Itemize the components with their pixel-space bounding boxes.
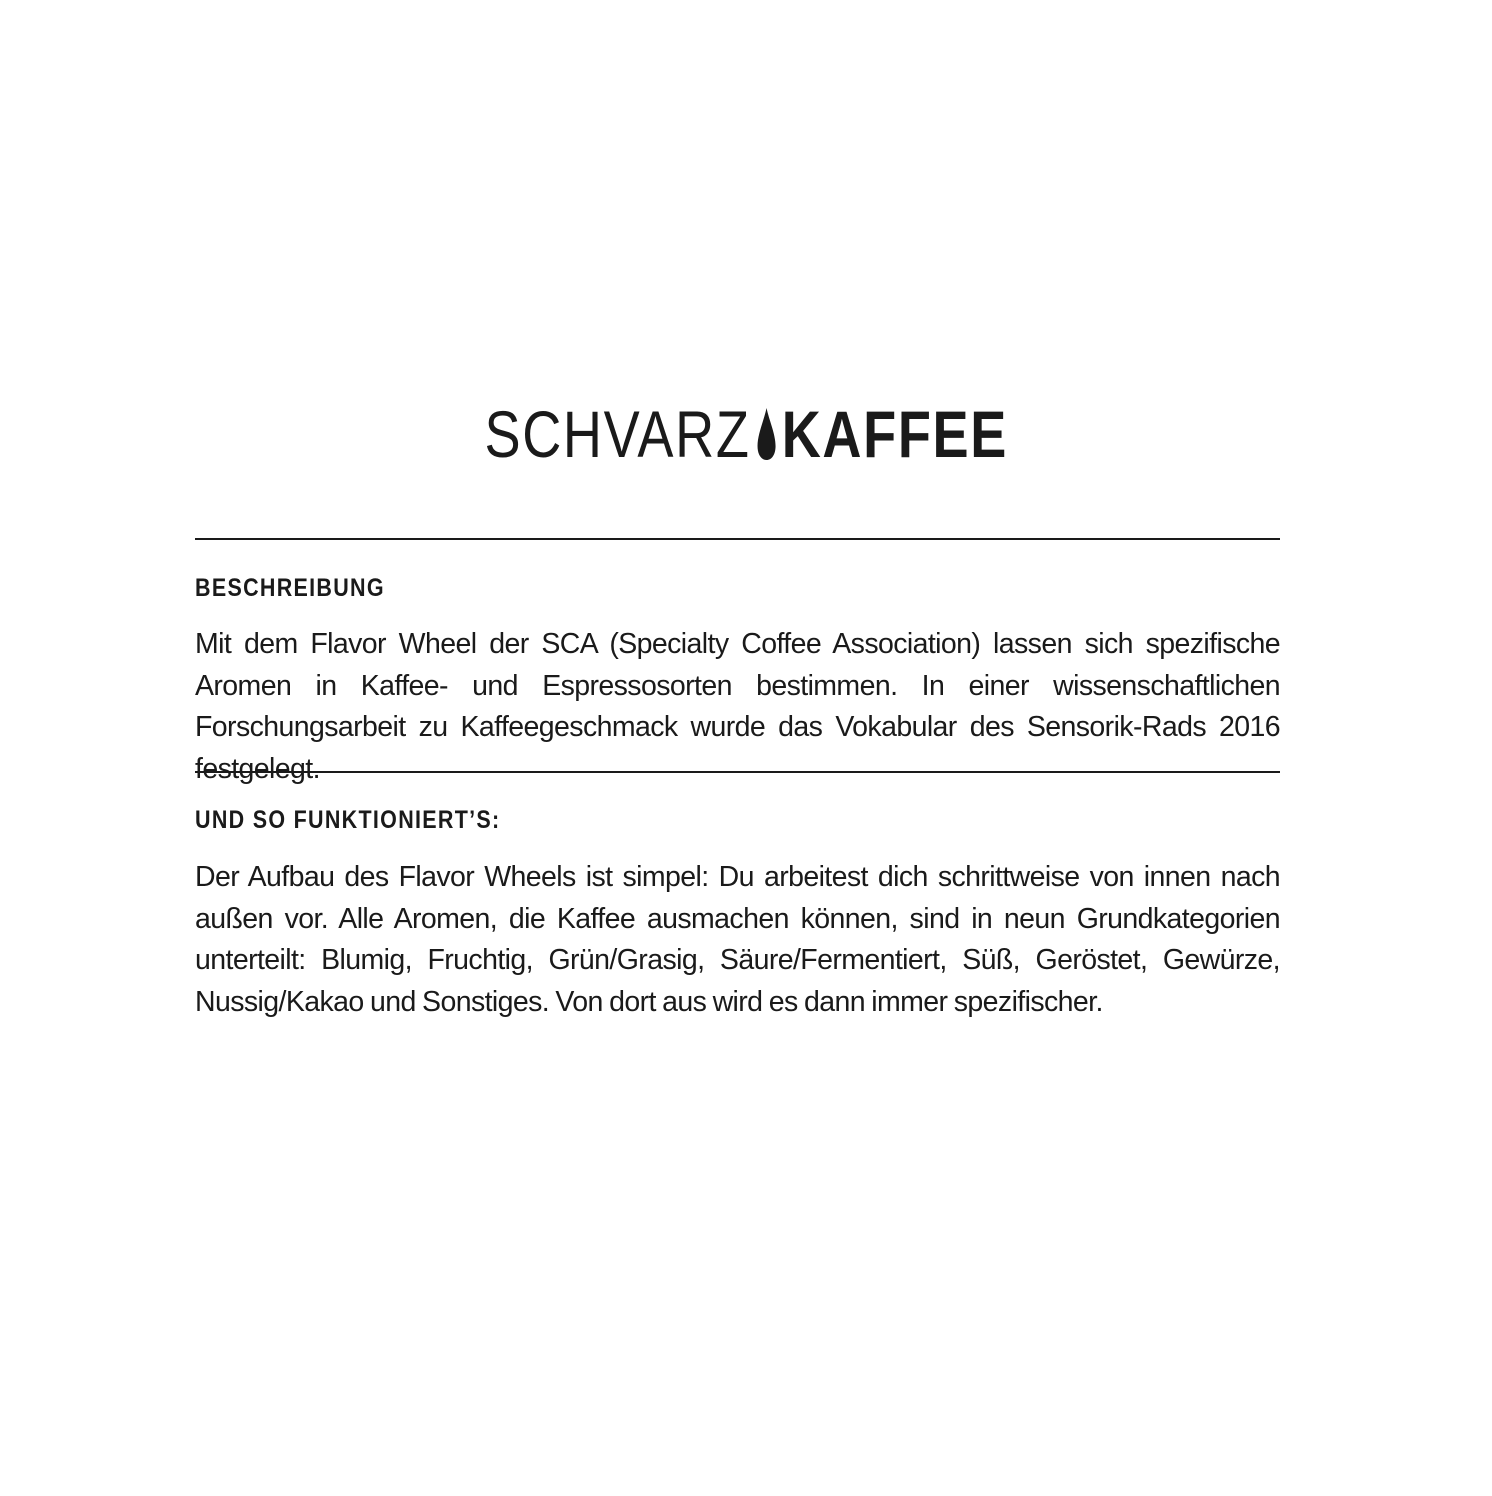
- section-body-beschreibung: Mit dem Flavor Wheel der SCA (Specialty Coffee Association) lassen sich spezifische Aromen in Kaffee- und Espressosorten bestimmen. In einer wissenschaftlichen Forschungsarbeit zu Kaffeegeschmack wurde das Vokabular des Sensorik-Rads 2016 festgelegt.: [195, 628, 1280, 785]
- section-body-funktioniert: Der Aufbau des Flavor Wheels ist simpel: Du arbeitest dich schrittweise von innen nach außen vor. Alle Aromen, die Kaffee ausmachen können, sind in neun Grundkategorien unterteilt: Blumig, Fruchtig, Grün/Grasig, Säure/Fermentiert, Süß, Geröstet, Gewürze, Nussig/Kakao und Sonstiges. Von dort aus wird es dann immer spezifischer.: [195, 861, 1280, 1018]
- brand-logo-wordmark: [484, 397, 1008, 471]
- divider-middle: [195, 771, 1280, 773]
- section-heading-funktioniert: UND SO FUNKTIONIERT’S:: [195, 806, 501, 834]
- divider-top: [195, 538, 1280, 540]
- logo-text-light: SCHVARZ: [484, 397, 751, 471]
- coffee-drop-icon: [757, 406, 777, 462]
- brand-logo: [0, 398, 1492, 470]
- logo-text-bold: KAFFEE: [781, 397, 1008, 471]
- section-heading-beschreibung: BESCHREIBUNG: [195, 574, 385, 602]
